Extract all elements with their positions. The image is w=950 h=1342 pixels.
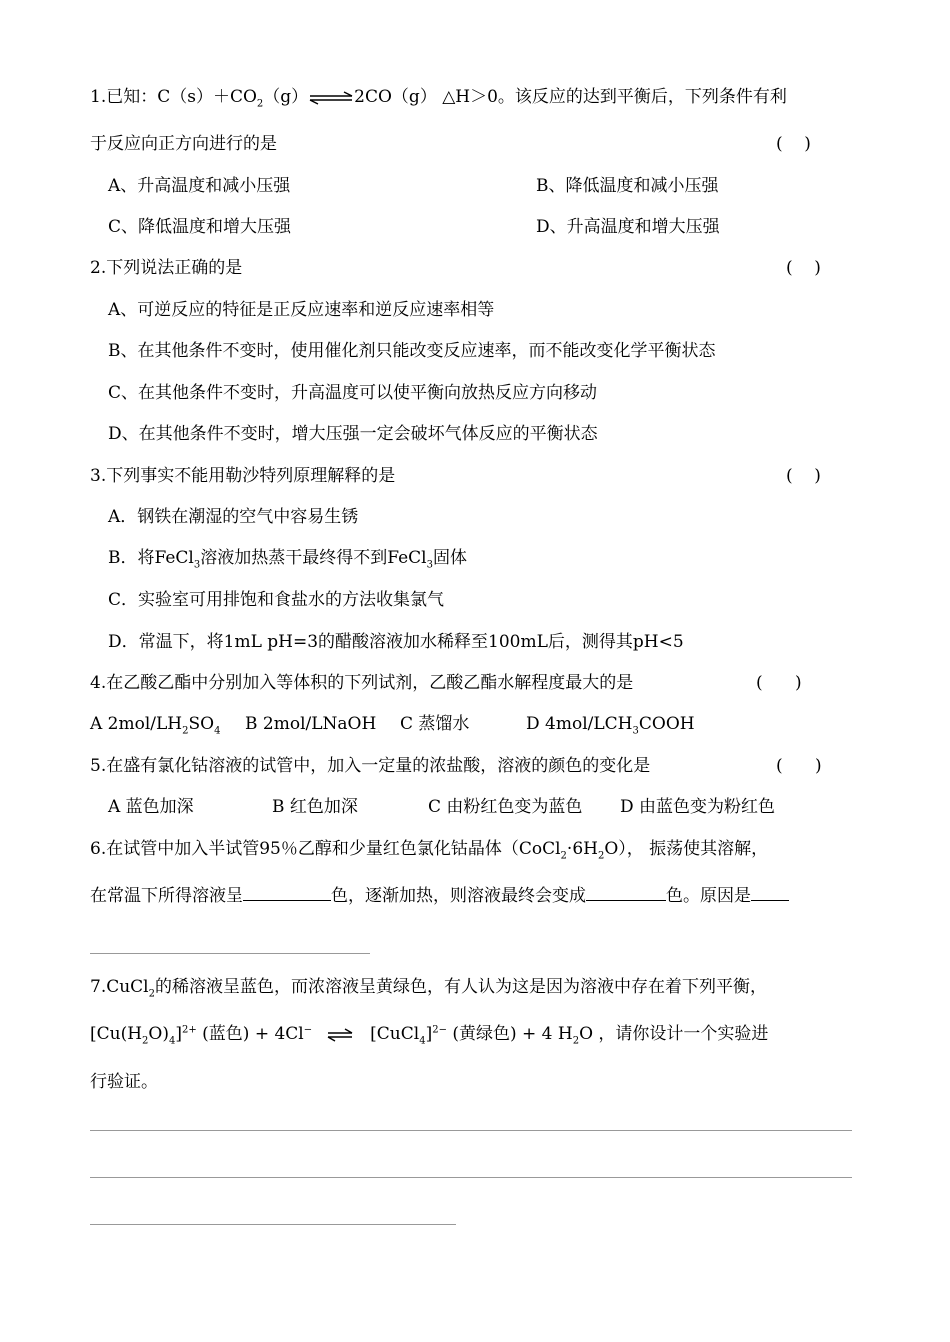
- q2-option-c: C、在其他条件不变时，升高温度可以使平衡向放热反应方向移动: [108, 383, 598, 403]
- q5-option-d: D 由蓝色变为粉红色: [620, 797, 776, 817]
- q6-stem-line1: 6.在试管中加入半试管95％乙醇和少量红色氯化钴晶体$(CoCl_2\cdot 6H_2O)$， 振荡使其溶解，: [90, 839, 769, 862]
- q3-option-c: C．实验室可用排饱和食盐水的方法收集氯气: [108, 590, 445, 610]
- q3-stem: 3.下列事实不能用勒沙特列原理解释的是: [90, 466, 396, 486]
- q4-stem: 4.在乙酸乙酯中分别加入等体积的下列试剂，乙酸乙酯水解程度最大的是: [90, 673, 634, 693]
- q1-option-b: B、降低温度和减小压强: [536, 176, 719, 196]
- q7-stem-line3: 行验证。: [90, 1072, 158, 1092]
- q1-option-a: A、升高温度和减小压强: [108, 176, 291, 196]
- q1-option-c: C、降低温度和增大压强: [108, 217, 292, 237]
- q5-option-c: C 由粉红色变为蓝色: [428, 797, 583, 817]
- q6-stem-line2: 在常温下所得溶液呈 色，逐渐加热，则溶液最终会变成 色。原因是: [90, 884, 789, 907]
- q7-answer-line-2[interactable]: [90, 1177, 852, 1178]
- q3-option-d: D．常温下，将1mL pH=3的醋酸溶液加水稀释至100mL后，测得其pH<5: [108, 632, 684, 652]
- q3-option-b: B．将FeCl$_3$溶液加热蒸干最终得不到FeCl$_3$固体: [108, 548, 467, 571]
- q4-option-a: A $2mol/LH_2SO_4$: [90, 714, 221, 737]
- q6-blank-color1[interactable]: [243, 884, 331, 901]
- q5-stem: 5.在盛有氯化钴溶液的试管中，加入一定量的浓盐酸，溶液的颜色的变化是: [90, 756, 651, 776]
- q2-stem: 2.下列说法正确的是: [90, 258, 243, 278]
- q7-answer-line-3[interactable]: [90, 1224, 456, 1225]
- q2-option-a: A、可逆反应的特征是正反应速率和逆反应速率相等: [108, 300, 495, 320]
- q4-answer-paren: ( ): [756, 673, 802, 693]
- q1-stem-line2: 于反应向正方向进行的是: [90, 134, 277, 154]
- q7-answer-line-1[interactable]: [90, 1130, 852, 1131]
- q2-option-d: D、在其他条件不变时，增大压强一定会破坏气体反应的平衡状态: [108, 424, 598, 444]
- q5-option-b: B 红色加深: [272, 797, 358, 817]
- q3-option-a: A．钢铁在潮湿的空气中容易生锈: [108, 507, 359, 527]
- equilibrium-arrow-icon: [308, 91, 354, 105]
- q6-blank-color2[interactable]: [586, 884, 666, 901]
- q7-stem-line1: 7.CuCl$_2$的稀溶液呈蓝色，而浓溶液呈黄绿色，有人认为这是因为溶液中存在着下列平衡，: [90, 977, 767, 1000]
- q1-answer-paren: ( ): [776, 134, 811, 154]
- q5-option-a: A 蓝色加深: [108, 797, 194, 817]
- q2-option-b: B、在其他条件不变时，使用催化剂只能改变反应速率，而不能改变化学平衡状态: [108, 341, 716, 361]
- q4-option-c: C 蒸馏水: [400, 714, 470, 734]
- q1-option-d: D、升高温度和增大压强: [536, 217, 720, 237]
- q5-answer-paren: ( ): [776, 756, 822, 776]
- q1-stem-line1: 1.已知：$C(s)+CO_2(g)$ 2CO（g） △H＞0。该反应的达到平衡后，下列条件有利: [90, 87, 787, 110]
- q2-answer-paren: ( ): [786, 258, 821, 278]
- q6-answer-line[interactable]: [90, 953, 370, 954]
- q7-equation-line: $[Cu(H_2O)_4]^{2+}$ (蓝色) + 4Cl− [CuCl$_4$]$^{2-}$ (黄绿色) + 4 $H_2O$ ，请你设计一个实验进: [90, 1024, 769, 1047]
- q4-option-d: D $4mol/LCH_3COOH$: [526, 714, 695, 737]
- q4-option-b: B 2mol/LNaOH: [245, 714, 377, 734]
- q6-blank-reason-start[interactable]: [751, 884, 789, 901]
- equilibrium-arrow-icon: [326, 1028, 354, 1042]
- q3-answer-paren: ( ): [786, 466, 821, 486]
